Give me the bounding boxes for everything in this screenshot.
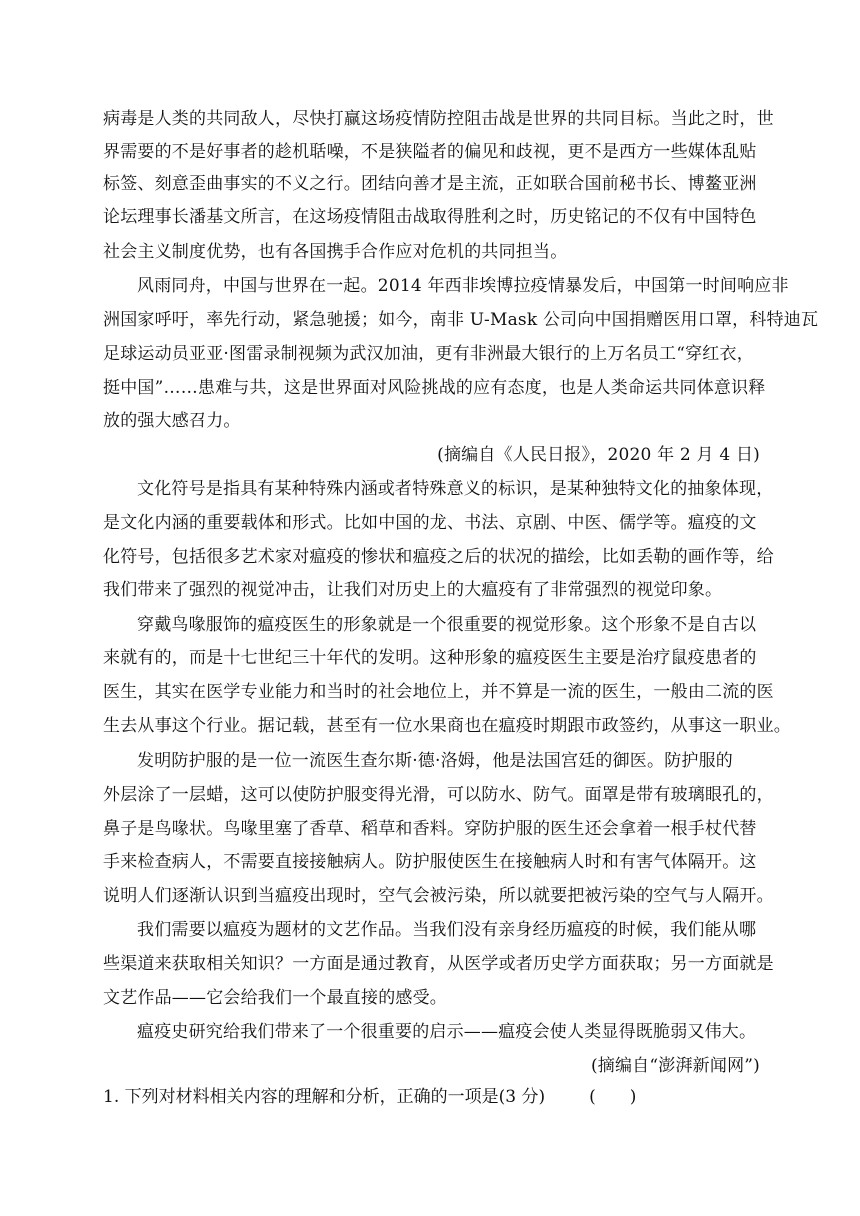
paragraph-line: 说明人们逐渐认识到当瘟疫出现时，空气会被污染，所以就要把被污染的空气与人隔开。 xyxy=(103,886,774,906)
paragraph-line: 医生，其实在医学专业能力和当时的社会地位上，并不算是一流的医生，一般由二流的医 xyxy=(103,682,774,702)
question-stem: 1. 下列对材料相关内容的理解和分析，正确的一项是(3 分) xyxy=(103,1087,546,1107)
source-citation: (摘编自《人民日报》，2020 年 2 月 4 日) xyxy=(437,445,760,465)
paragraph-line: 界需要的不是好事者的趁机聒噪，不是狭隘者的偏见和歧视，更不是西方一些媒体乱贴 xyxy=(103,142,757,162)
source-citation: (摘编自“澎湃新闻网”) xyxy=(590,1056,760,1076)
paragraph-line: 洲国家呼吁，率先行动，紧急驰援；如今，南非 U-Mask 公司向中国捐赠医用口罩，科特迪瓦 xyxy=(103,310,819,330)
paragraph-line: 社会主义制度优势，也有各国携手合作应对危机的共同担当。 xyxy=(103,242,568,262)
paragraph-line: 穿戴鸟喙服饰的瘟疫医生的形象就是一个很重要的视觉形象。这个形象不是自古以 xyxy=(137,615,757,635)
paragraph-line: 我们需要以瘟疫为题材的文艺作品。当我们没有亲身经历瘟疫的时候，我们能从哪 xyxy=(137,920,757,940)
paragraph-line: 生去从事这个行业。据记载，甚至有一位水果商也在瘟疫时期跟市政签约，从事这一职业。 xyxy=(103,716,791,736)
paragraph-line: 外层涂了一层蜡，这可以使防护服变得光滑，可以防水、防气。面罩是带有玻璃眼孔的， xyxy=(103,785,774,805)
paragraph-line: 鼻子是鸟喙状。鸟喙里塞了香草、稻草和香料。穿防护服的医生还会拿着一根手杖代替 xyxy=(103,819,757,839)
question-1 xyxy=(103,1085,636,1109)
answer-blank: ( ) xyxy=(589,1087,637,1107)
paragraph-line: 文化符号是指具有某种特殊内涵或者特殊意义的标识，是某种独特文化的抽象体现， xyxy=(137,479,774,499)
paragraph-line: 瘟疫史研究给我们带来了一个很重要的启示——瘟疫会使人类显得既脆弱又伟大。 xyxy=(137,1022,757,1042)
paragraph-line: 挺中国”……患难与共，这是世界面对风险挑战的应有态度，也是人类命运共同体意识释 xyxy=(103,378,766,398)
paragraph-line: 些渠道来获取相关知识？一方面是通过教育，从医学或者历史学方面获取；另一方面就是 xyxy=(103,954,774,974)
paragraph-line: 发明防护服的是一位一流医生查尔斯·德·洛姆，他是法国宫廷的御医。防护服的 xyxy=(137,751,734,771)
paragraph-line: 我们带来了强烈的视觉冲击，让我们对历史上的大瘟疫有了非常强烈的视觉印象。 xyxy=(103,580,723,600)
paragraph-line: 文艺作品——它会给我们一个最直接的感受。 xyxy=(103,988,447,1008)
paragraph-line: 放的强大感召力。 xyxy=(103,411,241,431)
paragraph-line: 化符号，包括很多艺术家对瘟疫的惨状和瘟疫之后的状况的描绘，比如丢勒的画作等，给 xyxy=(103,547,774,567)
paragraph-line: 论坛理事长潘基文所言，在这场疫情阻击战取得胜利之时，历史铭记的不仅有中国特色 xyxy=(103,207,757,227)
paragraph-line: 标签、刻意歪曲事实的不义之行。团结向善才是主流，正如联合国前秘书长、博鳌亚洲 xyxy=(103,174,757,194)
paragraph-line: 足球运动员亚亚·图雷录制视频为武汉加油，更有非洲最大银行的上万名员工“穿红衣， xyxy=(103,344,754,364)
paragraph-line: 手来检查病人，不需要直接接触病人。防护服使医生在接触病人时和有害气体隔开。这 xyxy=(103,852,757,872)
paragraph-line: 来就有的，而是十七世纪三十年代的发明。这种形象的瘟疫医生主要是治疗鼠疫患者的 xyxy=(103,648,757,668)
paragraph-line: 病毒是人类的共同敌人，尽快打赢这场疫情防控阻击战是世界的共同目标。当此之时，世 xyxy=(103,109,774,129)
paragraph-line: 风雨同舟，中国与世界在一起。2014 年西非埃博拉疫情暴发后，中国第一时间响应非 xyxy=(137,276,789,296)
paragraph-line: 是文化内涵的重要载体和形式。比如中国的龙、书法、京剧、中医、儒学等。瘟疫的文 xyxy=(103,513,757,533)
